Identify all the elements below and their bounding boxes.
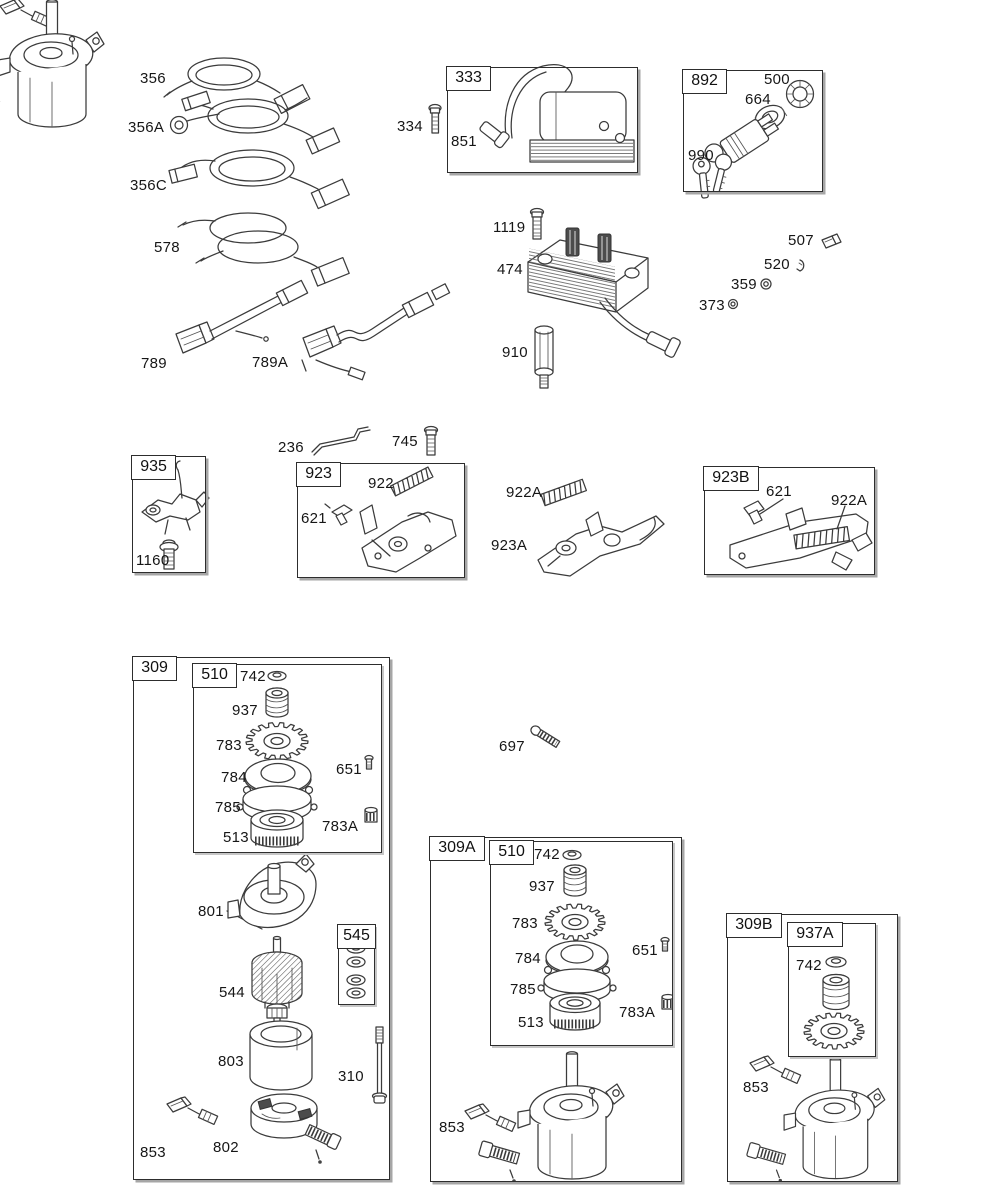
callout-990: 990 [688,147,714,164]
callout-697: 697 [499,738,525,755]
wire-harness-789-art [176,280,308,353]
group-label-937A: 937A [787,922,842,947]
callout-520: 520 [764,256,790,273]
callout-742-309B: 742 [796,957,822,974]
callout-937-309A: 937 [529,878,555,895]
callout-922A: 922A [506,484,543,501]
callout-783-309: 783 [216,737,242,754]
callout-742-309A: 742 [534,846,560,863]
callout-784-309A: 784 [515,950,541,967]
group-label-309B: 309B [726,913,781,938]
screw-697-art [529,724,560,748]
callout-1160: 1160 [136,552,170,569]
callout-785-309: 785 [215,799,241,816]
callout-853-309: 853 [140,1144,166,1161]
terminal-507-art [822,234,841,248]
group-label-510A: 510 [489,840,534,865]
clip-520-art [797,260,804,271]
standoff-910-art [535,326,553,388]
callout-373: 373 [699,297,725,314]
screw-1119-art [531,209,544,240]
screw-334-art [429,105,441,134]
wire-harness-578-art [178,213,349,286]
group-box-545 [338,925,375,1005]
washer-373-art [729,300,738,309]
governor-bracket-923A-art [538,512,664,576]
group-label-923B: 923B [703,466,758,491]
callout-937-309: 937 [232,702,258,719]
callout-853-309A: 853 [439,1119,465,1136]
group-label-545: 545 [337,924,376,949]
callout-621-923B: 621 [766,483,792,500]
callout-922A-923B: 922A [831,492,868,509]
group-label-333: 333 [446,66,491,91]
callout-789A: 789A [252,354,289,371]
callout-334: 334 [397,118,423,135]
callout-621-923: 621 [301,510,327,527]
callout-783A-309A: 783A [619,1004,656,1021]
link-rod-236-art [312,427,370,455]
callout-356C: 356C [130,177,168,194]
group-label-892: 892 [682,69,727,94]
wire-harness-356A-art [171,91,340,154]
callout-851: 851 [451,133,477,150]
group-box-333 [447,67,638,173]
callout-664: 664 [745,91,771,108]
callout-310: 310 [338,1068,364,1085]
callout-356A: 356A [128,119,165,136]
group-label-309: 309 [132,656,177,681]
callout-651-309: 651 [336,761,362,778]
group-label-510: 510 [192,663,237,688]
callout-651-309A: 651 [632,942,658,959]
wire-harness-356C-art [169,150,349,209]
washer-359-art [761,279,771,289]
group-label-923: 923 [296,462,341,487]
group-label-935: 935 [131,455,176,480]
callout-513-309A: 513 [518,1014,544,1031]
callout-910: 910 [502,344,528,361]
callout-922: 922 [368,475,394,492]
callout-745: 745 [392,433,418,450]
group-label-309A: 309A [429,836,484,861]
callout-923A: 923A [491,537,528,554]
callout-784-309: 784 [221,769,247,786]
group-box-937A [788,923,876,1057]
callout-785-309A: 785 [510,981,536,998]
callout-801: 801 [198,903,224,920]
callout-356: 356 [140,70,166,87]
callout-359: 359 [731,276,757,293]
callout-802: 802 [213,1139,239,1156]
callout-742-309: 742 [240,668,266,685]
callout-1119: 1119 [493,219,526,236]
spring-922A-art [541,479,586,505]
callout-783-309A: 783 [512,915,538,932]
callout-783A-309: 783A [322,818,359,835]
callout-236: 236 [278,439,304,456]
callout-507: 507 [788,232,814,249]
group-box-892 [683,70,823,192]
callout-789: 789 [141,355,167,372]
callout-578: 578 [154,239,180,256]
callout-544: 544 [219,984,245,1001]
callout-803: 803 [218,1053,244,1070]
callout-474: 474 [497,261,523,278]
callout-500: 500 [764,71,790,88]
screw-745-art [425,427,438,456]
callout-853-309B: 853 [743,1079,769,1096]
wire-harness-789A-art [302,284,450,380]
callout-513-309: 513 [223,829,249,846]
